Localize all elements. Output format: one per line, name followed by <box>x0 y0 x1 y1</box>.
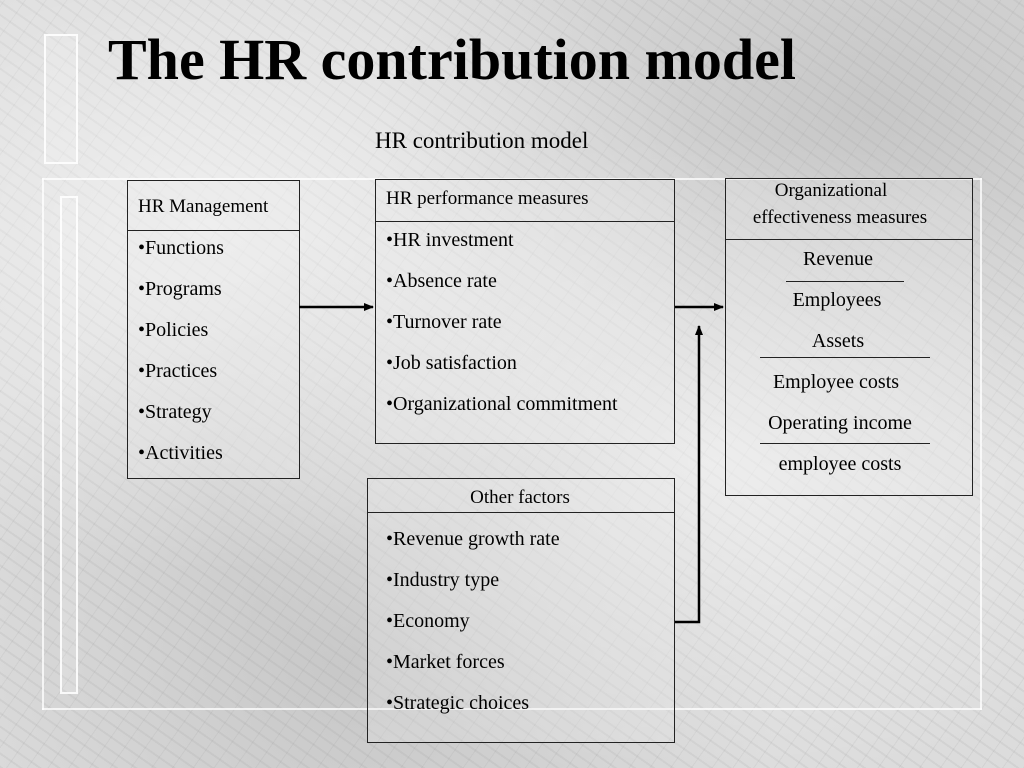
hr-management-item: •Functions <box>138 237 224 259</box>
hr-performance-item: •Job satisfaction <box>386 352 517 374</box>
ratio-numerator: Operating income <box>768 412 912 434</box>
hr-performance-item: •Organizational commitment <box>386 393 618 415</box>
ratio-denominator: employee costs <box>778 453 902 475</box>
other-factors-header: Other factors <box>470 487 570 508</box>
ratio-numerator: Revenue <box>803 248 873 270</box>
hr-management-item: •Policies <box>138 319 209 341</box>
other-factors-item: •Economy <box>386 610 470 632</box>
other-factors-item: •Strategic choices <box>386 692 530 714</box>
hr-management-header: HR Management <box>138 196 269 217</box>
hr-performance-item: •Absence rate <box>386 270 497 292</box>
diagram-subtitle: HR contribution model <box>375 128 589 153</box>
hr-performance-item: •HR investment <box>386 229 514 251</box>
other-factors-item: •Revenue growth rate <box>386 528 560 550</box>
ratio-numerator: Assets <box>811 330 865 352</box>
other-factors-item: •Market forces <box>386 651 505 673</box>
slide-title: The HR contribution model <box>108 27 796 92</box>
org-effectiveness-header-line1: Organizational <box>774 180 888 201</box>
arrow-other-factors-to-junction <box>675 326 699 622</box>
hr-performance-header: HR performance measures <box>386 188 589 209</box>
hr-management-item: •Strategy <box>138 401 212 423</box>
hr-management-item: •Activities <box>138 442 223 464</box>
hr-performance-item: •Turnover rate <box>386 311 502 333</box>
ratio-denominator: Employees <box>792 289 882 311</box>
org-effectiveness-header-line2: effectiveness measures <box>752 207 928 228</box>
ratio-denominator: Employee costs <box>772 371 900 393</box>
other-factors-item: •Industry type <box>386 569 500 591</box>
hr-management-item: •Programs <box>138 278 222 300</box>
hr-management-item: •Practices <box>138 360 218 382</box>
